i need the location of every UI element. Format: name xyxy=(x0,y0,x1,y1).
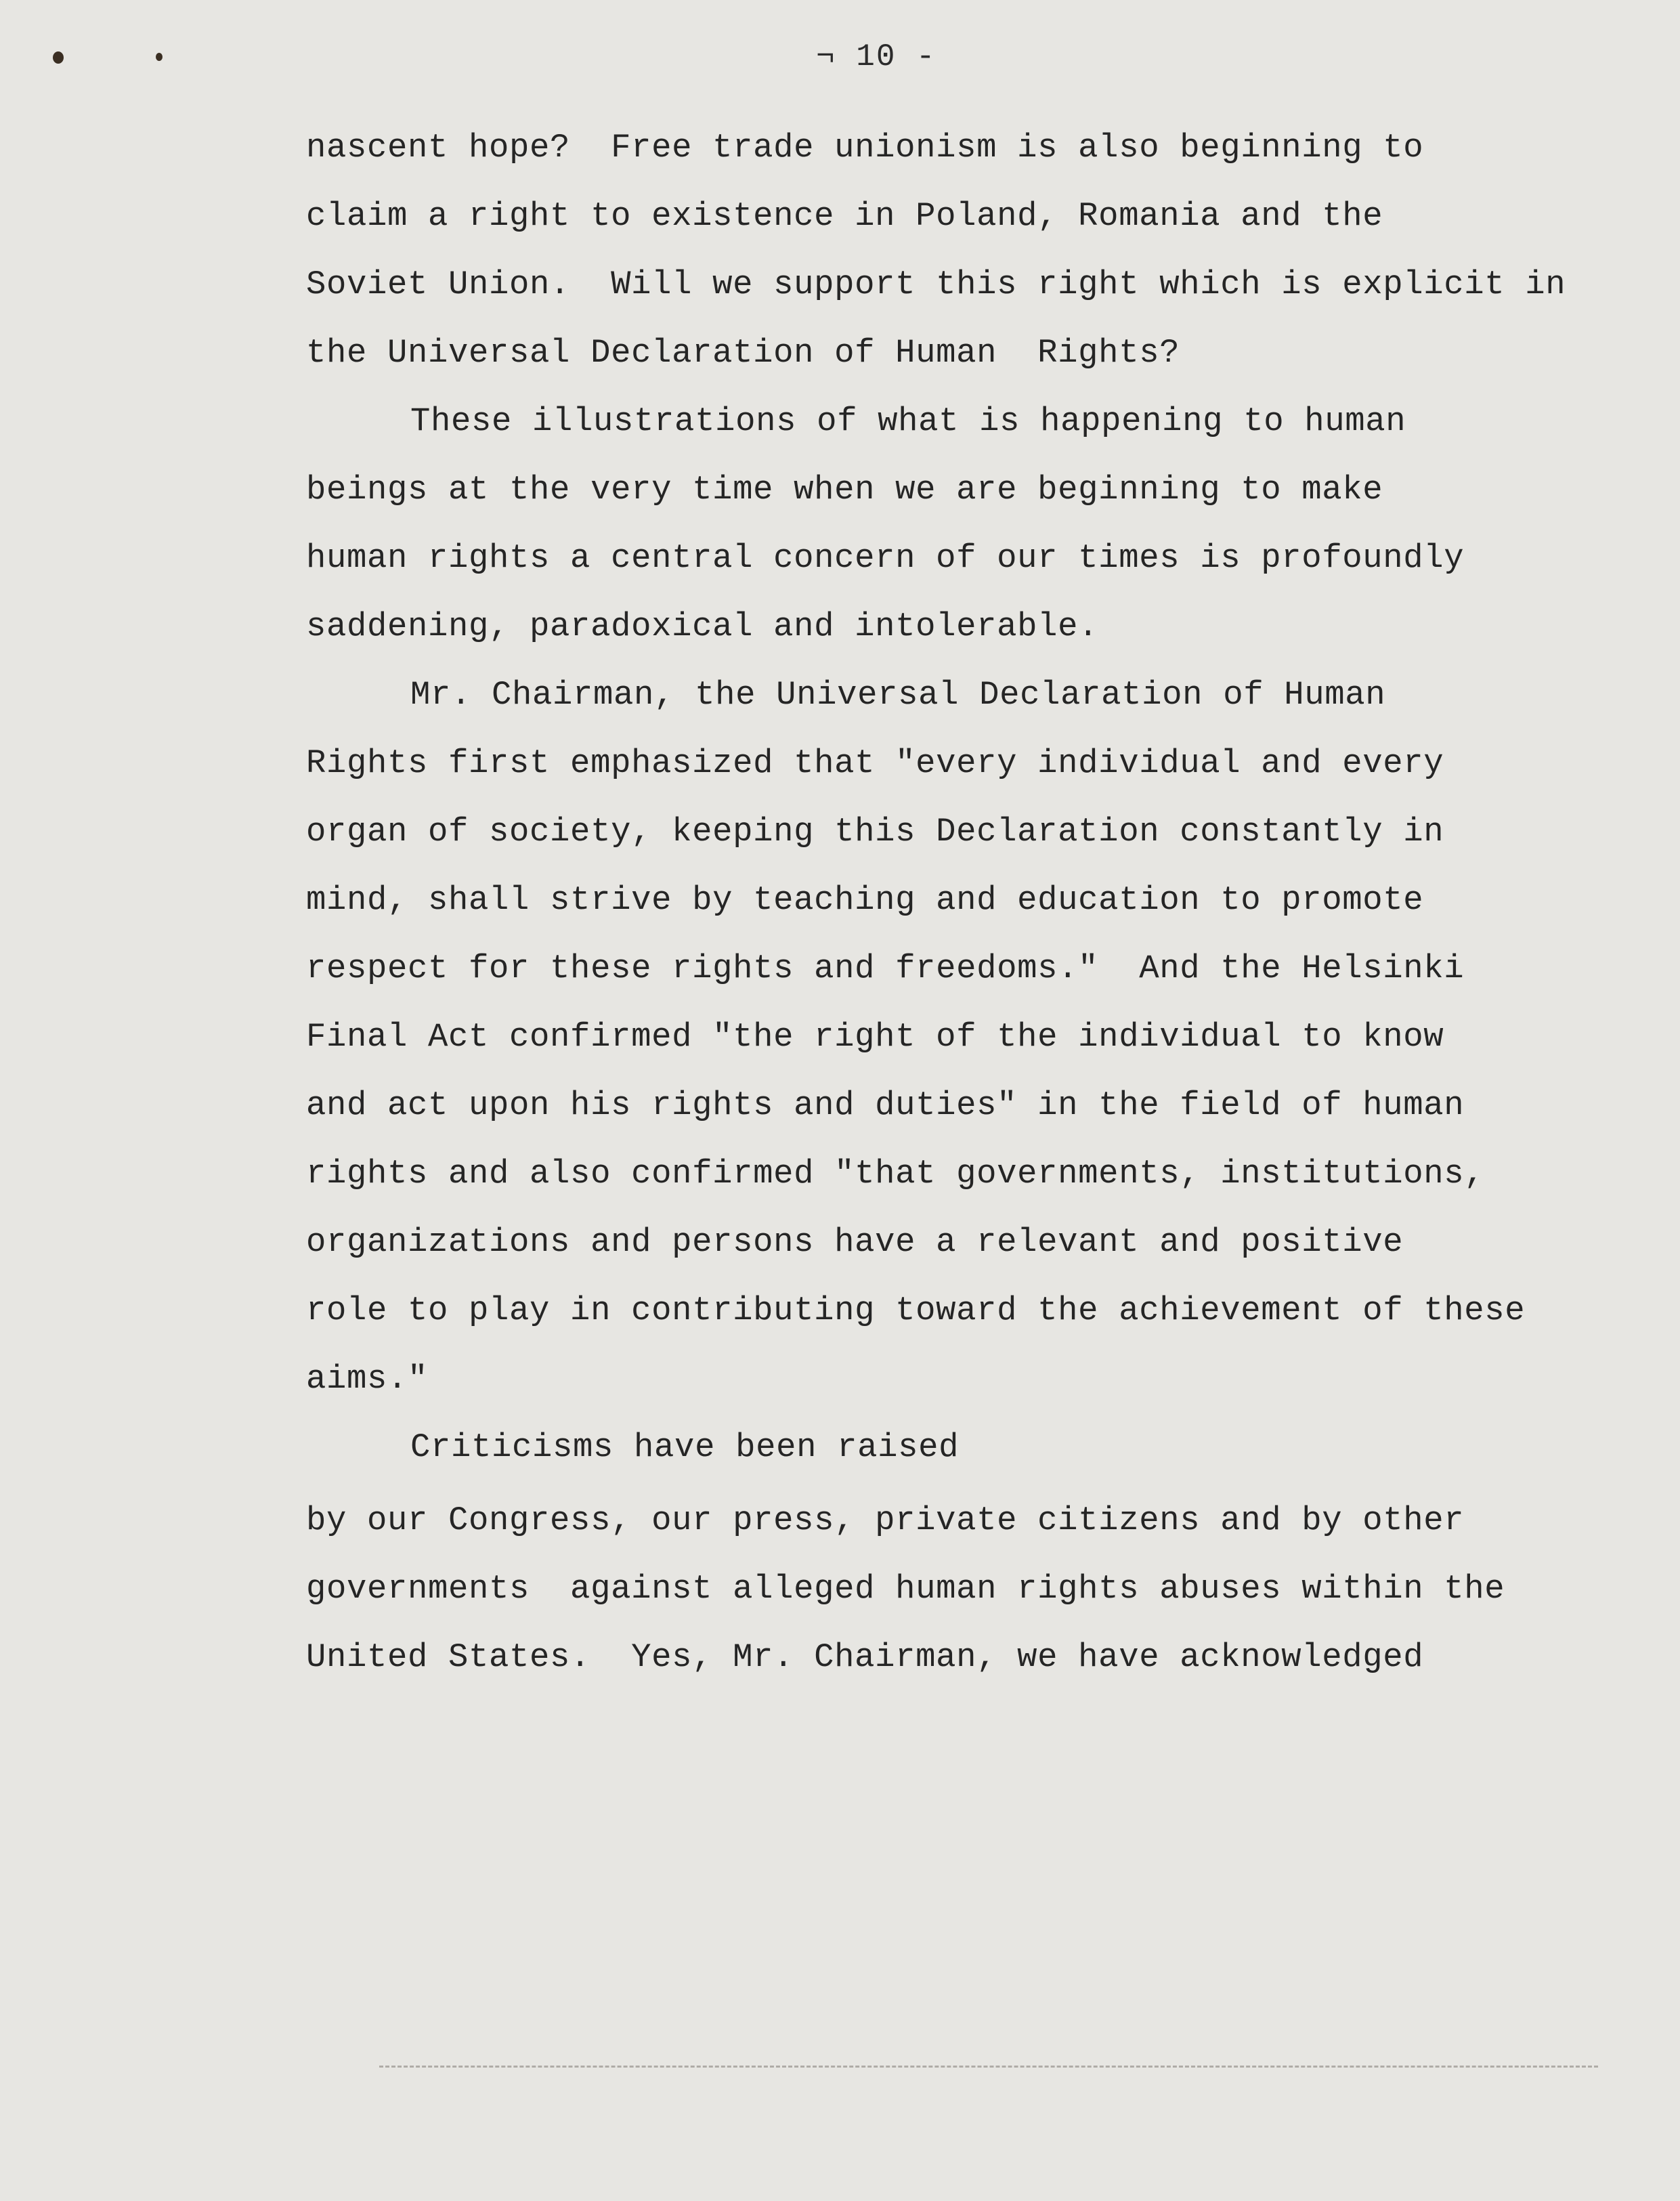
page-number: ¬ 10 - xyxy=(816,39,936,74)
text-line: organizations and persons have a relevant and positive xyxy=(306,1223,1404,1261)
text-line: Criticisms have been raised xyxy=(410,1428,960,1466)
text-line: Mr. Chairman, the Universal Declaration of Human xyxy=(410,676,1386,714)
text-line: Rights first emphasized that "every individual and every xyxy=(306,744,1444,782)
text-line: aims." xyxy=(306,1360,429,1398)
text-line: the Universal Declaration of Human Rights? xyxy=(306,334,1180,372)
text-line: saddening, paradoxical and intolerable. xyxy=(306,607,1099,645)
text-line: nascent hope? Free trade unionism is also beginning to xyxy=(306,129,1424,167)
text-line: human rights a central concern of our times is profoundly xyxy=(306,539,1465,577)
text-line: by our Congress, our press, private citizens and by other xyxy=(306,1501,1465,1539)
text-line: rights and also confirmed "that governments, institutions, xyxy=(306,1155,1485,1193)
text-line: organ of society, keeping this Declaration constantly in xyxy=(306,813,1444,851)
bottom-dashed-rule xyxy=(379,2066,1598,2068)
text-line: United States. Yes, Mr. Chairman, we have acknowledged xyxy=(306,1638,1424,1676)
text-line: role to play in contributing toward the achievement of these xyxy=(306,1291,1526,1329)
ink-speck xyxy=(53,51,64,64)
text-line: Soviet Union. Will we support this right which is explicit in xyxy=(306,265,1566,303)
text-line: These illustrations of what is happening to human xyxy=(410,402,1406,440)
ink-speck xyxy=(156,53,163,61)
text-line: claim a right to existence in Poland, Romania and the xyxy=(306,197,1383,235)
text-line: mind, shall strive by teaching and education to promote xyxy=(306,881,1424,919)
text-line: governments against alleged human rights abuses within the xyxy=(306,1570,1505,1608)
text-line: beings at the very time when we are beginning to make xyxy=(306,471,1383,509)
text-line: Final Act confirmed "the right of the individual to know xyxy=(306,1018,1444,1056)
text-line: and act upon his rights and duties" in the field of human xyxy=(306,1086,1465,1124)
text-line: respect for these rights and freedoms." And the Helsinki xyxy=(306,949,1465,987)
